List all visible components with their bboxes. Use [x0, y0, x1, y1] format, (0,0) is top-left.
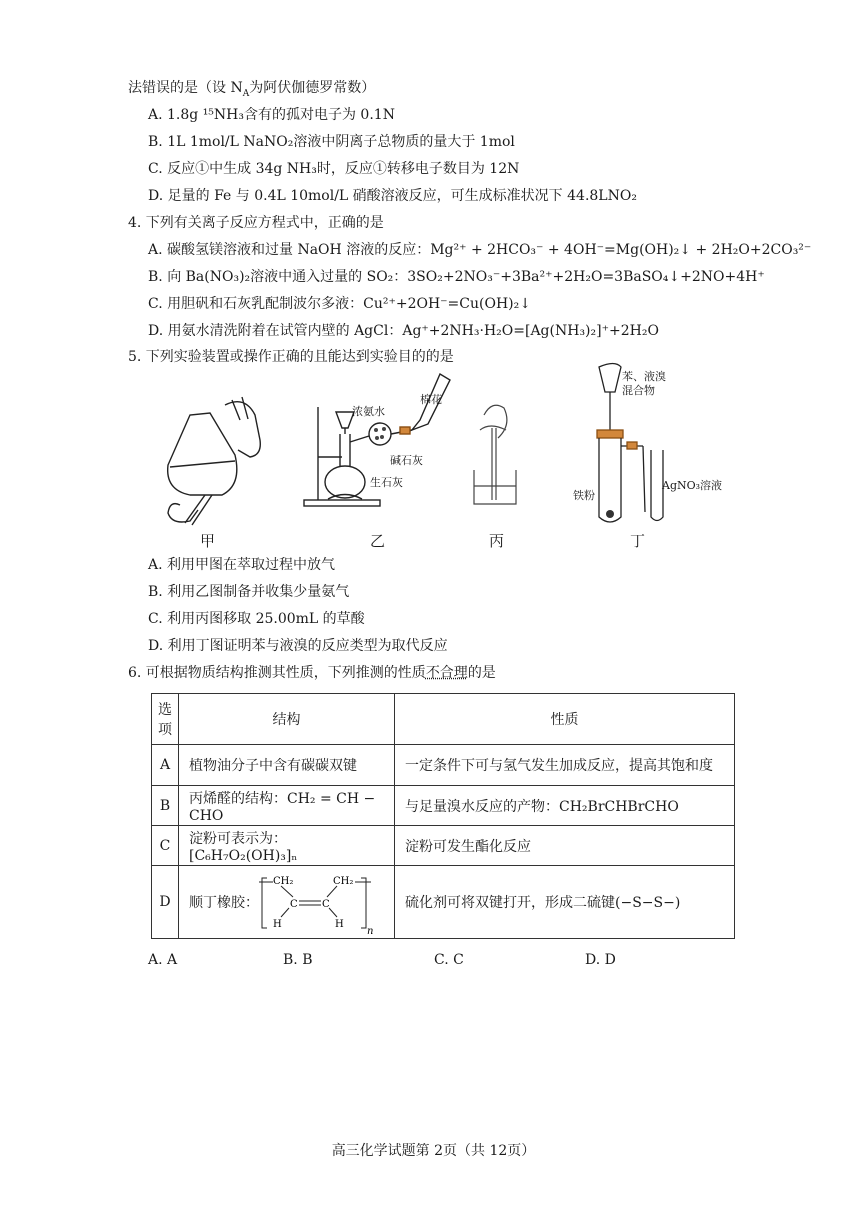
q5-option-c: C. 利用丙图移取 25.00mL 的草酸 [148, 611, 365, 627]
poly-ch2-right: CH₂ [333, 876, 354, 887]
poly-c-right: C [322, 899, 330, 910]
q3-option-c: C. 反应①中生成 34g NH₃时，反应①转移电子数目为 12N [148, 161, 520, 177]
q5-stem: 5. 下列实验装置或操作正确的且能达到实验目的的是 [128, 349, 454, 365]
q6-choice-d: D. D [585, 952, 616, 968]
poly-ch2-left: CH₂ [273, 876, 294, 887]
fig4-label-agno3: AgNO₃溶液 [662, 479, 723, 492]
poly-h-left: H [273, 919, 282, 930]
header-option: 选项 [152, 694, 179, 745]
fig4-label-iron: 铁粉 [573, 489, 595, 502]
q6-choice-a: A. A [148, 952, 178, 968]
q3-stem: 法错误的是（设 $N_A$为阿伏伽德罗常数） [128, 80, 376, 99]
figure-yi-caption: 乙 [370, 532, 386, 550]
q4-option-a: A. 碳酸氢镁溶液和过量 NaOH 溶液的反应：Mg²⁺ + 2HCO₃⁻ + 4OH⁻=Mg(OH)₂↓ + 2H₂O+2CO₃²⁻ [148, 242, 812, 258]
poly-n: n [367, 926, 374, 936]
table-row [152, 786, 735, 826]
q6-choice-b: B. B [283, 952, 313, 968]
q5-option-d: D. 利用丁图证明苯与液溴的反应类型为取代反应 [148, 638, 448, 654]
row-property: 硫化剂可将双键打开，形成二硫键(−S−S−) [395, 866, 735, 939]
row-property: 淀粉可发生酯化反应 [395, 826, 735, 866]
q6-table [151, 693, 735, 939]
table-row [152, 866, 735, 939]
q3-option-d: D. 足量的 Fe 与 0.4L 10mol/L 硝酸溶液反应，可生成标准状况下 44.8LNO₂ [148, 188, 637, 204]
table-row [152, 745, 735, 786]
q4-option-d: D. 用氨水清洗附着在试管内壁的 AgCl：Ag⁺+2NH₃·H₂O=[Ag(NH₃)₂]⁺+2H₂O [148, 323, 659, 339]
header-property: 性质 [395, 694, 735, 745]
q3-option-b: B. 1L 1mol/L NaNO₂溶液中阴离子总物质的量大于 1mol [148, 134, 515, 150]
q5-option-a: A. 利用甲图在萃取过程中放气 [148, 557, 336, 573]
figure-ding-caption: 丁 [630, 532, 646, 550]
fig2-label-cotton: 棉花 [420, 393, 442, 406]
poly-c-left: C [290, 899, 298, 910]
q6-stem: 6. 可根据物质结构推测其性质，下列推测的性质不合理的是 [128, 665, 496, 681]
q6-emphasis: 不合理 [425, 665, 468, 681]
fig2-label-ammonia: 浓氨水 [352, 405, 385, 418]
page-footer: 高三化学试题第 2页（共 12页） [331, 1143, 536, 1159]
row-option: D [152, 866, 179, 939]
row-property: 与足量溴水反应的产物：CH₂BrCHBrCHO [395, 786, 735, 826]
row-option: C [152, 826, 179, 866]
fig2-label-soda-lime: 碱石灰 [390, 454, 423, 467]
row-structure: 丙烯醛的结构：CH₂ = CH − CHO [179, 786, 395, 826]
q5-option-b: B. 利用乙图制备并收集少量氨气 [148, 584, 350, 600]
fig4-label-benzene: 苯、液溴 [622, 370, 666, 383]
table-row [152, 826, 735, 866]
fig2-label-quicklime: 生石灰 [370, 476, 403, 489]
row-property: 一定条件下可与氢气发生加成反应，提高其饱和度 [395, 745, 735, 786]
poly-h-right: H [335, 919, 344, 930]
polybutadiene-structure [259, 870, 374, 936]
figure-bing-caption: 丙 [489, 532, 505, 550]
row-option: A [152, 745, 179, 786]
q4-option-c: C. 用胆矾和石灰乳配制波尔多液：Cu²⁺+2OH⁻=Cu(OH)₂↓ [148, 296, 531, 312]
row-structure: 淀粉可表示为：[C₆H₇O₂(OH)₃]ₙ [179, 826, 395, 866]
q6-choice-c: C. C [434, 952, 464, 968]
row-structure: 顺丁橡胶： CH₂ CH₂ C C H H n [179, 866, 395, 939]
figure-jia-caption: 甲 [200, 532, 216, 550]
q4-option-b: B. 向 Ba(NO₃)₂溶液中通入过量的 SO₂：3SO₂+2NO₃⁻+3Ba²⁺+2H₂O=3BaSO₄↓+2NO+4H⁺ [148, 269, 765, 285]
row-structure: 植物油分子中含有碳碳双键 [179, 745, 395, 786]
fig4-label-mixture: 混合物 [622, 384, 655, 397]
header-structure: 结构 [179, 694, 395, 745]
starch-formula: [C₆H₇O₂(OH)₃]ₙ [189, 847, 298, 864]
q4-stem: 4. 下列有关离子反应方程式中，正确的是 [128, 215, 384, 231]
row-option: B [152, 786, 179, 826]
table-header-row [152, 694, 735, 745]
q3-option-a: A. 1.8g ¹⁵NH₃含有的孤对电子为 0.1N [148, 107, 395, 123]
figure-bing-pipette [462, 400, 532, 510]
figure-jia-separatory-funnel [150, 395, 270, 530]
